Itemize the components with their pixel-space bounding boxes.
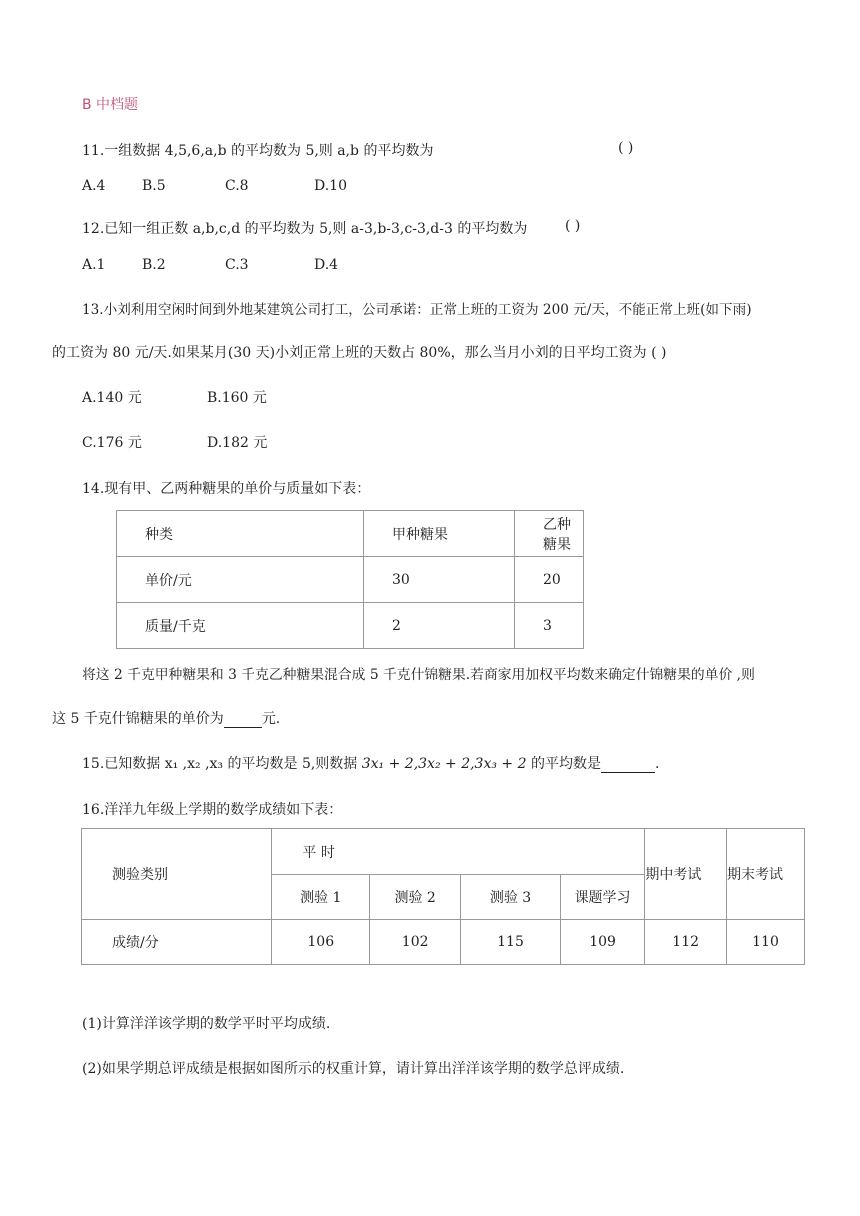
table-header-cell: 平 时 [272, 829, 645, 875]
table-cell: 20 [515, 557, 584, 603]
table-cell: 30 [364, 557, 515, 603]
table-row [82, 829, 805, 875]
table-row [117, 557, 584, 603]
candy-table [116, 510, 584, 649]
table-cell: 106 [272, 920, 370, 965]
q12-option-c: C.3 [225, 257, 249, 273]
section-label: B 中档题 [82, 97, 139, 113]
q14-body-post: 元. [261, 711, 281, 727]
q14-body-pre: 这 5 千克什锦糖果的单价为 [52, 711, 224, 727]
q12-option-a: A.1 [82, 257, 106, 273]
table-cell: 115 [461, 920, 561, 965]
q12-answer-paren: ( ) [565, 218, 581, 234]
q11-option-d: D.10 [314, 178, 347, 194]
table-header-cell: 测验 1 [272, 875, 370, 920]
table-header-cell: 测验 2 [370, 875, 461, 920]
table-cell: 112 [645, 920, 727, 965]
table-header-cell: 测验 3 [461, 875, 561, 920]
q15-pre: 15.已知数据 x₁ ,x₂ ,x₃ 的平均数是 5,则数据 [82, 756, 362, 772]
q16-part2: (2)如果学期总评成绩是根据如图所示的权重计算，请计算出洋洋该学期的数学总评成绩. [82, 1061, 625, 1077]
table-cell: 109 [560, 920, 645, 965]
answer-blank [601, 756, 655, 773]
table-row [117, 603, 584, 649]
table-header-cell: 甲种糖果 [364, 511, 515, 557]
q13-line2: 的工资为 80 元/天.如果某月(30 天)小刘正常上班的天数占 80%，那么当月小刘的日平均工资为 ( ) [52, 345, 667, 361]
table-header-cell: 种类 [117, 511, 364, 557]
answer-blank [224, 711, 262, 728]
table-cell: 110 [727, 920, 805, 965]
score-table [81, 828, 805, 965]
q14-body-line2 [52, 708, 280, 728]
q11-answer-paren: ( ) [618, 140, 634, 156]
q13-option-d: D.182 元 [207, 435, 268, 451]
q13-option-b: B.160 元 [207, 390, 267, 406]
table-header-cell: 乙种糖果 [515, 511, 584, 557]
q13-option-c: C.176 元 [82, 435, 142, 451]
q13-option-a: A.140 元 [82, 390, 142, 406]
q16-part1: (1)计算洋洋该学期的数学平时平均成绩. [82, 1016, 331, 1032]
q15-post: 的平均数是 [526, 756, 601, 772]
table-cell: 102 [370, 920, 461, 965]
q12-option-b: B.2 [142, 257, 166, 273]
q11-text: 11.一组数据 4,5,6,a,b 的平均数为 5,则 a,b 的平均数为 [82, 143, 434, 159]
table-header-cell: 期中考试 [645, 829, 727, 920]
q12-option-d: D.4 [314, 257, 339, 273]
q11-option-c: C.8 [225, 178, 249, 194]
q16-intro: 16.洋洋九年级上学期的数学成绩如下表： [82, 802, 343, 818]
q14-body-line1: 将这 2 千克甲种糖果和 3 千克乙种糖果混合成 5 千克什锦糖果.若商家用加权平均数来确定什锦糖果的单价 ,则 [82, 667, 755, 683]
table-header-cell: 测验类别 [82, 829, 272, 920]
table-cell: 成绩/分 [82, 920, 272, 965]
table-cell: 单价/元 [117, 557, 364, 603]
q13-line1: 13.小刘利用空闲时间到外地某建筑公司打工，公司承诺：正常上班的工资为 200 元/天，不能正常上班(如下雨) [82, 302, 752, 318]
table-cell: 3 [515, 603, 584, 649]
table-header-cell: 期末考试 [727, 829, 805, 920]
q15-text [82, 753, 659, 773]
q11-option-b: B.5 [142, 178, 166, 194]
q12-text: 12.已知一组正数 a,b,c,d 的平均数为 5,则 a-3,b-3,c-3,d-3 的平均数为 [82, 221, 528, 237]
q15-end: . [654, 756, 660, 772]
q15-expression: 3x₁ + 2,3x₂ + 2,3x₃ + 2 [361, 756, 527, 772]
table-row [117, 511, 584, 557]
table-cell: 2 [364, 603, 515, 649]
table-cell: 质量/千克 [117, 603, 364, 649]
table-row [82, 920, 805, 965]
q14-intro: 14.现有甲、乙两种糖果的单价与质量如下表： [82, 481, 371, 497]
q11-option-a: A.4 [82, 178, 106, 194]
table-header-cell: 课题学习 [560, 875, 645, 920]
